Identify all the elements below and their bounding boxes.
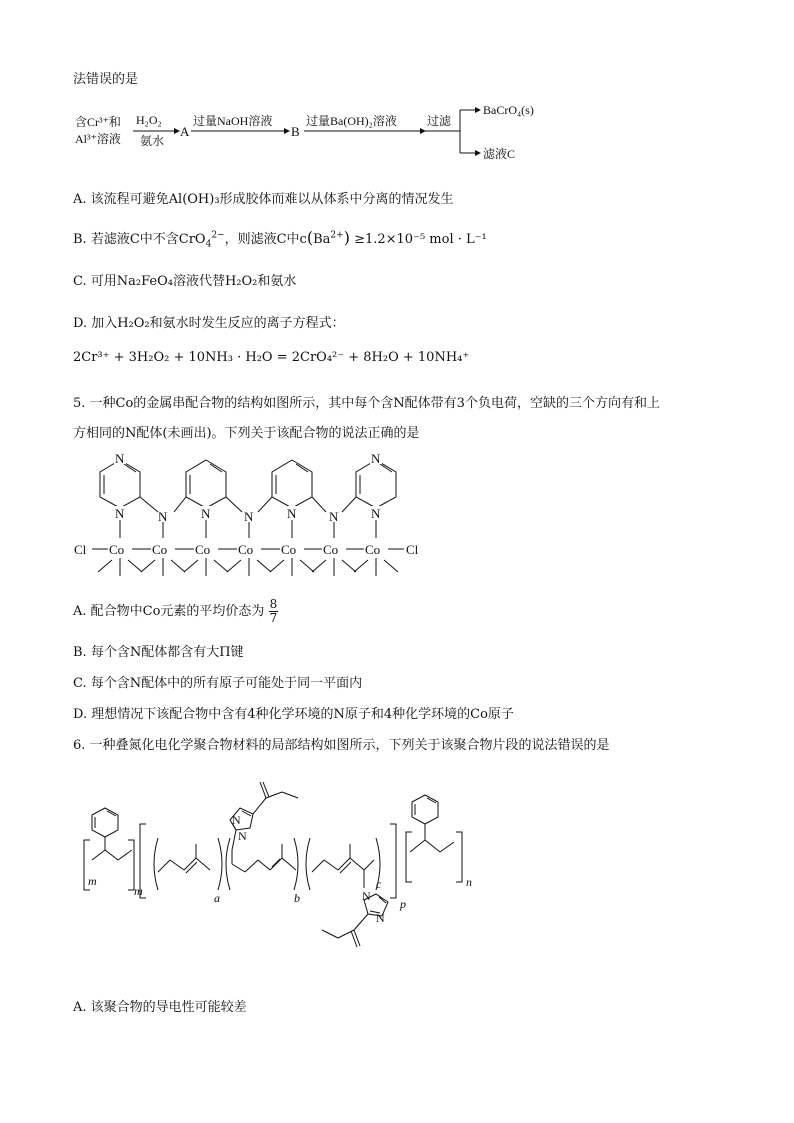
q6-option-a: A. 该聚合物的导电性可能较差 <box>73 1000 247 1015</box>
subscript-m-label: m <box>134 884 143 898</box>
flow-product-top: BaCrO₄(s) <box>483 103 534 117</box>
q6-stem: 6. 一种叠氮化电化学聚合物材料的局部结构如图所示，下列关于该聚合物片段的说法错误的是 <box>73 738 610 753</box>
flow-step2-top: 过量NaOH溶液 <box>193 114 273 128</box>
q4-option-a: A. 该流程可避免Al(OH)₃形成胶体而难以从体系中分离的情况发生 <box>73 192 454 207</box>
svg-text:N: N <box>232 813 241 827</box>
flow-step3-top: 过量Ba(OH)₂溶液 <box>306 114 397 128</box>
svg-text:N: N <box>201 506 211 521</box>
cl-atom: Cl <box>406 542 419 557</box>
subscript-c: c <box>376 877 382 891</box>
cobalt-chain-structure <box>70 450 450 580</box>
q4-option-d: D. 加入H₂O₂和氨水时发生反应的离子方程式： <box>73 316 345 331</box>
q5-option-c: C. 每个含N配体中的所有原子可能处于同一平面内 <box>73 676 363 691</box>
subscript-n: n <box>466 875 472 889</box>
q4-option-b: B. 若滤液C中不含CrO$_4^{2-}$，则滤液C中$c(Ba^{2+}) \ge 1.2\times 10^{-5}$ mol · L⁻¹ <box>73 228 487 250</box>
q4-option-b-prefix: B. 若滤液C中不含 <box>73 232 179 247</box>
co-atom: Co <box>109 542 125 557</box>
q5-stem-line1: 5. 一种Co的金属串配合物的结构如图所示，其中每个含N配体带有3个负电荷，空缺的三个方向有和上 <box>73 396 660 411</box>
svg-text:N: N <box>376 911 385 925</box>
subscript-a: a <box>214 891 220 905</box>
flow-node-a: A <box>180 124 190 139</box>
process-flow-diagram <box>70 100 570 170</box>
flow-start-top: 含Cr³⁺和 <box>75 115 121 129</box>
svg-text:N: N <box>238 829 247 843</box>
svg-text:N: N <box>362 889 371 903</box>
co-atom: Co <box>323 542 339 557</box>
svg-text:N: N <box>115 506 125 521</box>
polymer-structure <box>70 760 510 985</box>
co-atom: Co <box>195 542 211 557</box>
q4-option-b-mid: ，则滤液C中c <box>224 232 307 247</box>
co-atom: Co <box>238 542 254 557</box>
continued-question-text: 法错误的是 <box>73 72 139 87</box>
svg-text:N: N <box>115 451 125 466</box>
flow-step4-top: 过滤 <box>427 114 452 128</box>
cl-atom: Cl <box>74 542 87 557</box>
subscript-m: m <box>88 874 97 888</box>
svg-text:N: N <box>371 506 381 521</box>
svg-text:N: N <box>244 509 254 524</box>
flow-product-bottom: 滤液C <box>483 147 516 161</box>
co-atom: Co <box>281 542 297 557</box>
subscript-p: p <box>400 897 406 911</box>
q5-option-d: D. 理想情况下该配合物中含有4种化学环境的N原子和4种化学环境的Co原子 <box>73 707 514 722</box>
q5-stem-line2: 方相同的N配体(未画出)。下列关于该配合物的说法正确的是 <box>73 426 420 441</box>
q5-option-a <box>73 598 278 625</box>
co-atom: Co <box>152 542 168 557</box>
svg-text:N: N <box>287 506 297 521</box>
q4-option-d-equation: 2Cr³⁺ + 3H₂O₂ + 10NH₃ · H₂O = 2CrO₄²⁻ + 8H₂O + 10NH₄⁺ <box>73 350 470 365</box>
flow-node-b: B <box>291 124 300 139</box>
flow-step1-top: H₂O₂ <box>136 113 162 127</box>
flow-step1-bottom: 氨水 <box>140 134 165 148</box>
q5-option-b: B. 每个含N配体都含有大Π键 <box>73 645 244 660</box>
q5-option-a-prefix: A. 配合物中Co元素的平均价态为 <box>73 604 265 619</box>
q4-option-b-suffix: ≥1.2×10⁻⁵ mol · L⁻¹ <box>354 232 487 247</box>
svg-text:N: N <box>158 509 168 524</box>
co-atom: Co <box>365 542 381 557</box>
svg-text:N: N <box>329 509 339 524</box>
q5-option-a-fraction: $\frac{8}{7}$ <box>269 597 278 625</box>
q4-option-c: C. 可用Na₂FeO₄溶液代替H₂O₂和氨水 <box>73 274 297 289</box>
flow-start-bottom: Al³⁺溶液 <box>75 132 121 146</box>
subscript-b: b <box>294 891 300 905</box>
svg-text:N: N <box>371 451 381 466</box>
